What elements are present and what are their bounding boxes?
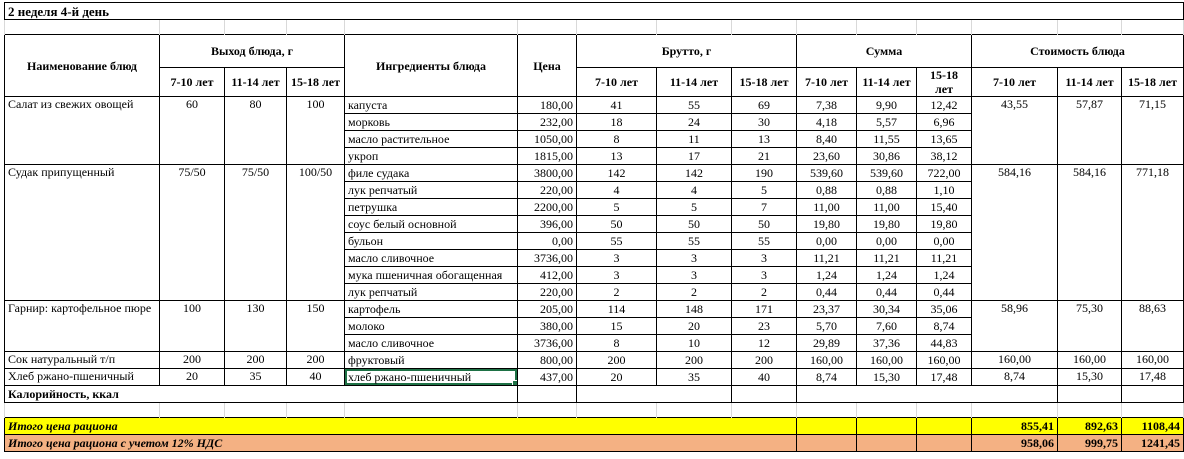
- price-cell[interactable]: 205,00: [518, 301, 577, 318]
- sum-cell[interactable]: 15,40: [917, 199, 972, 216]
- total-price-value-cell[interactable]: 855,41: [972, 418, 1058, 435]
- total-price-vat-value-cell[interactable]: 958,06: [972, 435, 1058, 452]
- dish-cost-cell[interactable]: 8,74: [972, 369, 1058, 386]
- header-sum[interactable]: Сумма: [797, 35, 972, 68]
- sum-cell[interactable]: 0,00: [797, 233, 857, 250]
- gross-cell[interactable]: 20: [657, 318, 732, 335]
- gross-cell[interactable]: 50: [732, 216, 797, 233]
- empty-cell[interactable]: [577, 20, 657, 35]
- sum-cell[interactable]: 11,21: [917, 250, 972, 267]
- header-age-group[interactable]: 15-18 лет: [732, 68, 797, 97]
- total-price-row: [5, 418, 1184, 435]
- sum-cell[interactable]: 12,42: [917, 97, 972, 114]
- dish-cost-cell[interactable]: 160,00: [1122, 352, 1184, 369]
- price-cell[interactable]: 220,00: [518, 284, 577, 301]
- price-cell[interactable]: 0,00: [518, 233, 577, 250]
- sum-cell[interactable]: 37,36: [857, 335, 917, 352]
- dish-cost-cell[interactable]: 771,18: [1122, 165, 1184, 301]
- dish-name-cell[interactable]: Судак припущенный: [5, 165, 160, 301]
- menu-cost-table: [4, 2, 1184, 452]
- empty-cell[interactable]: [857, 435, 917, 452]
- gross-cell[interactable]: 114: [577, 301, 657, 318]
- sum-cell[interactable]: 23,60: [797, 148, 857, 165]
- output-cell[interactable]: 100: [287, 97, 345, 165]
- empty-cell[interactable]: [1122, 403, 1184, 418]
- empty-cell[interactable]: [1058, 386, 1122, 403]
- output-cell[interactable]: 80: [225, 97, 287, 165]
- gross-cell[interactable]: 40: [732, 369, 797, 386]
- gross-cell[interactable]: 17: [657, 148, 732, 165]
- output-cell[interactable]: 75/50: [160, 165, 225, 301]
- dish-cost-cell[interactable]: 17,48: [1122, 369, 1184, 386]
- sum-cell[interactable]: 23,37: [797, 301, 857, 318]
- sum-cell[interactable]: 0,44: [917, 284, 972, 301]
- header-age-group[interactable]: 11-14 лет: [857, 68, 917, 97]
- sum-cell[interactable]: 0,00: [917, 233, 972, 250]
- sum-cell[interactable]: 9,90: [857, 97, 917, 114]
- ingredient-name-cell[interactable]: филе судака: [345, 165, 518, 182]
- sum-cell[interactable]: 160,00: [857, 352, 917, 369]
- gross-cell[interactable]: 5: [657, 199, 732, 216]
- sum-cell[interactable]: 722,00: [917, 165, 972, 182]
- ingredient-name-cell[interactable]: мука пшеничная обогащенная: [345, 267, 518, 284]
- selected-cell[interactable]: [345, 369, 518, 386]
- total-price-vat-value-cell[interactable]: 1241,45: [1122, 435, 1184, 452]
- gross-cell[interactable]: 15: [577, 318, 657, 335]
- empty-cell[interactable]: [797, 403, 857, 418]
- total-price-value-cell[interactable]: 1108,44: [1122, 418, 1184, 435]
- sum-cell[interactable]: 6,96: [917, 114, 972, 131]
- gross-cell[interactable]: 13: [577, 148, 657, 165]
- sum-cell[interactable]: 35,06: [917, 301, 972, 318]
- empty-cell[interactable]: [160, 20, 225, 35]
- header-dish-cost[interactable]: Стоимость блюда: [972, 35, 1184, 68]
- sum-cell[interactable]: 4,18: [797, 114, 857, 131]
- price-cell[interactable]: 180,00: [518, 97, 577, 114]
- output-cell[interactable]: 130: [225, 301, 287, 352]
- price-cell[interactable]: 3736,00: [518, 250, 577, 267]
- header-price[interactable]: Цена: [518, 35, 577, 97]
- sum-cell[interactable]: 30,34: [857, 301, 917, 318]
- ingredient-name-cell[interactable]: морковь: [345, 114, 518, 131]
- empty-cell[interactable]: [797, 435, 857, 452]
- sum-cell[interactable]: 30,86: [857, 148, 917, 165]
- ingredient-name-cell[interactable]: масло растительное: [345, 131, 518, 148]
- header-age-group[interactable]: 11-14 лет: [657, 68, 732, 97]
- ingredient-name-cell[interactable]: картофель: [345, 301, 518, 318]
- price-cell[interactable]: 3800,00: [518, 165, 577, 182]
- dish-cost-cell[interactable]: 15,30: [1058, 369, 1122, 386]
- empty-cell[interactable]: [732, 403, 797, 418]
- sum-cell[interactable]: 539,60: [857, 165, 917, 182]
- output-cell[interactable]: 20: [160, 369, 225, 386]
- empty-cell[interactable]: [518, 20, 577, 35]
- gross-cell[interactable]: 3: [657, 250, 732, 267]
- output-cell[interactable]: 150: [287, 301, 345, 352]
- sum-cell[interactable]: 11,00: [857, 199, 917, 216]
- dish-cost-cell[interactable]: 160,00: [972, 352, 1058, 369]
- dish-cost-cell[interactable]: 71,15: [1122, 97, 1184, 165]
- ingredient-name-cell[interactable]: лук репчатый: [345, 284, 518, 301]
- dish-cost-cell[interactable]: 43,55: [972, 97, 1058, 165]
- sum-cell[interactable]: 5,57: [857, 114, 917, 131]
- dish-cost-cell[interactable]: 75,30: [1058, 301, 1122, 352]
- price-cell[interactable]: 1050,00: [518, 131, 577, 148]
- gross-cell[interactable]: 55: [732, 233, 797, 250]
- sum-cell[interactable]: 539,60: [797, 165, 857, 182]
- ingredient-name-cell[interactable]: лук репчатый: [345, 182, 518, 199]
- calories-label-cell[interactable]: Калорийность, ккал: [5, 386, 518, 403]
- sum-cell[interactable]: 8,40: [797, 131, 857, 148]
- gross-cell[interactable]: 13: [732, 131, 797, 148]
- ingredient-name-cell[interactable]: бульон: [345, 233, 518, 250]
- fill-handle[interactable]: [512, 380, 518, 386]
- sum-cell[interactable]: 160,00: [917, 352, 972, 369]
- gross-cell[interactable]: 200: [657, 352, 732, 369]
- sum-cell[interactable]: 11,21: [857, 250, 917, 267]
- price-cell[interactable]: 396,00: [518, 216, 577, 233]
- empty-cell[interactable]: [518, 386, 577, 403]
- gross-cell[interactable]: 171: [732, 301, 797, 318]
- gross-cell[interactable]: 4: [577, 182, 657, 199]
- total-price-vat-label-cell[interactable]: Итого цена рациона с учетом 12% НДС: [5, 435, 797, 452]
- sum-cell[interactable]: 0,44: [797, 284, 857, 301]
- ingredient-name-cell[interactable]: масло сливочное: [345, 250, 518, 267]
- header-dish-name[interactable]: Наименование блюд: [5, 35, 160, 97]
- sum-cell[interactable]: 7,60: [857, 318, 917, 335]
- sum-cell[interactable]: 19,80: [917, 216, 972, 233]
- table-row: [5, 165, 1184, 182]
- gross-cell[interactable]: 18: [577, 114, 657, 131]
- dish-cost-cell[interactable]: 584,16: [1058, 165, 1122, 301]
- output-cell[interactable]: 40: [287, 369, 345, 386]
- empty-cell[interactable]: [345, 403, 518, 418]
- header-row-1: [5, 35, 1184, 68]
- sum-cell[interactable]: 1,10: [917, 182, 972, 199]
- title-row: [5, 3, 1184, 20]
- total-price-value-cell[interactable]: 892,63: [1058, 418, 1122, 435]
- empty-cell[interactable]: [732, 20, 797, 35]
- gross-cell[interactable]: 55: [657, 233, 732, 250]
- header-age-group[interactable]: 7-10 лет: [577, 68, 657, 97]
- gross-cell[interactable]: 5: [577, 199, 657, 216]
- header-output[interactable]: Выход блюда, г: [160, 35, 345, 68]
- output-cell[interactable]: 200: [160, 352, 225, 369]
- table-row: [5, 97, 1184, 114]
- ingredient-name-label: хлеб ржано-пшеничный: [348, 369, 472, 384]
- sum-cell[interactable]: 17,48: [917, 369, 972, 386]
- ingredient-name-cell[interactable]: капуста: [345, 97, 518, 114]
- empty-cell[interactable]: [160, 403, 225, 418]
- sum-cell[interactable]: 19,80: [797, 216, 857, 233]
- output-cell[interactable]: 75/50: [225, 165, 287, 301]
- ingredient-name-cell[interactable]: молоко: [345, 318, 518, 335]
- price-cell[interactable]: 412,00: [518, 267, 577, 284]
- gross-cell[interactable]: 142: [577, 165, 657, 182]
- sum-cell[interactable]: 7,38: [797, 97, 857, 114]
- sum-cell[interactable]: 5,70: [797, 318, 857, 335]
- output-cell[interactable]: 200: [287, 352, 345, 369]
- empty-cell[interactable]: [1058, 20, 1122, 35]
- gross-cell[interactable]: 2: [732, 284, 797, 301]
- output-cell[interactable]: 60: [160, 97, 225, 165]
- sum-cell[interactable]: 11,55: [857, 131, 917, 148]
- empty-cell[interactable]: [732, 386, 797, 403]
- gross-cell[interactable]: 7: [732, 199, 797, 216]
- ingredient-name-cell[interactable]: масло сливочное: [345, 335, 518, 352]
- gross-cell[interactable]: 148: [657, 301, 732, 318]
- empty-cell[interactable]: [917, 20, 972, 35]
- sum-cell[interactable]: 11,21: [797, 250, 857, 267]
- gross-cell[interactable]: 2: [657, 284, 732, 301]
- empty-cell[interactable]: [345, 20, 518, 35]
- header-age-group[interactable]: 7-10 лет: [160, 68, 225, 97]
- sum-cell[interactable]: 1,24: [917, 267, 972, 284]
- gross-cell[interactable]: 12: [732, 335, 797, 352]
- empty-cell[interactable]: [1122, 386, 1184, 403]
- dish-name-cell[interactable]: Сок натуральный т/п: [5, 352, 160, 369]
- price-cell[interactable]: 380,00: [518, 318, 577, 335]
- sum-cell[interactable]: 1,24: [797, 267, 857, 284]
- ingredient-name-cell[interactable]: соус белый основной: [345, 216, 518, 233]
- gross-cell[interactable]: 3: [577, 267, 657, 284]
- gross-cell[interactable]: 50: [577, 216, 657, 233]
- gross-cell[interactable]: 21: [732, 148, 797, 165]
- gross-cell[interactable]: 50: [657, 216, 732, 233]
- ingredient-name-cell[interactable]: укроп: [345, 148, 518, 165]
- empty-cell[interactable]: [577, 386, 732, 403]
- sum-cell[interactable]: 0,88: [857, 182, 917, 199]
- empty-cell[interactable]: [577, 403, 657, 418]
- total-price-label-cell[interactable]: Итого цена рациона: [5, 418, 797, 435]
- empty-cell[interactable]: [1058, 403, 1122, 418]
- dish-cost-cell[interactable]: 58,96: [972, 301, 1058, 352]
- empty-cell[interactable]: [287, 403, 345, 418]
- sum-cell[interactable]: 0,00: [857, 233, 917, 250]
- gross-cell[interactable]: 55: [577, 233, 657, 250]
- dish-cost-cell[interactable]: 88,63: [1122, 301, 1184, 352]
- gross-cell[interactable]: 8: [577, 131, 657, 148]
- gross-cell[interactable]: 10: [657, 335, 732, 352]
- sum-cell[interactable]: 0,44: [857, 284, 917, 301]
- empty-cell[interactable]: [857, 418, 917, 435]
- table-row: [5, 369, 1184, 386]
- gross-cell[interactable]: 200: [732, 352, 797, 369]
- dish-cost-cell[interactable]: 57,87: [1058, 97, 1122, 165]
- gross-cell[interactable]: 23: [732, 318, 797, 335]
- gross-cell[interactable]: 142: [657, 165, 732, 182]
- gross-cell[interactable]: 8: [577, 335, 657, 352]
- sum-cell[interactable]: 38,12: [917, 148, 972, 165]
- header-age-group[interactable]: 11-14 лет: [1058, 68, 1122, 97]
- sum-cell[interactable]: 13,65: [917, 131, 972, 148]
- gross-cell[interactable]: 35: [657, 369, 732, 386]
- empty-cell[interactable]: [972, 403, 1058, 418]
- header-age-group[interactable]: 15-18 лет: [1122, 68, 1184, 97]
- empty-cell[interactable]: [917, 435, 972, 452]
- table-row: [5, 352, 1184, 369]
- sum-cell[interactable]: 15,30: [857, 369, 917, 386]
- header-ingredients[interactable]: Ингредиенты блюда: [345, 35, 518, 97]
- gross-cell[interactable]: 3: [732, 267, 797, 284]
- ingredient-name-cell[interactable]: фруктовый: [345, 352, 518, 369]
- price-cell[interactable]: 2200,00: [518, 199, 577, 216]
- dish-cost-cell[interactable]: 160,00: [1058, 352, 1122, 369]
- price-cell[interactable]: 3736,00: [518, 335, 577, 352]
- price-cell[interactable]: 800,00: [518, 352, 577, 369]
- empty-cell[interactable]: [917, 418, 972, 435]
- sum-cell[interactable]: 29,89: [797, 335, 857, 352]
- empty-cell[interactable]: [657, 20, 732, 35]
- gross-cell[interactable]: 4: [657, 182, 732, 199]
- ingredient-name-cell[interactable]: петрушка: [345, 199, 518, 216]
- header-gross[interactable]: Брутто, г: [577, 35, 797, 68]
- dish-name-cell[interactable]: Хлеб ржано-пшеничный: [5, 369, 160, 386]
- empty-cell[interactable]: [797, 386, 1058, 403]
- empty-cell[interactable]: [797, 20, 857, 35]
- empty-cell[interactable]: [5, 20, 160, 35]
- gross-cell[interactable]: 3: [577, 250, 657, 267]
- empty-cell[interactable]: [857, 20, 917, 35]
- gross-cell[interactable]: 2: [577, 284, 657, 301]
- gross-cell[interactable]: 3: [657, 267, 732, 284]
- total-price-vat-row: [5, 435, 1184, 452]
- sum-cell[interactable]: 8,74: [917, 318, 972, 335]
- total-price-vat-value-cell[interactable]: 999,75: [1058, 435, 1122, 452]
- empty-cell[interactable]: [857, 403, 917, 418]
- empty-cell[interactable]: [287, 20, 345, 35]
- sum-cell[interactable]: 44,83: [917, 335, 972, 352]
- header-age-group[interactable]: 7-10 лет: [797, 68, 857, 97]
- empty-cell[interactable]: [5, 403, 160, 418]
- price-cell[interactable]: 232,00: [518, 114, 577, 131]
- gross-cell[interactable]: 30: [732, 114, 797, 131]
- sheet-title-cell[interactable]: 2 неделя 4-й день: [5, 3, 1184, 20]
- empty-cell[interactable]: [917, 403, 972, 418]
- gross-cell[interactable]: 190: [732, 165, 797, 182]
- empty-cell[interactable]: [225, 403, 287, 418]
- empty-cell[interactable]: [225, 20, 287, 35]
- output-cell[interactable]: 35: [225, 369, 287, 386]
- price-cell[interactable]: 220,00: [518, 182, 577, 199]
- gross-cell[interactable]: 20: [577, 369, 657, 386]
- sum-cell[interactable]: 0,88: [797, 182, 857, 199]
- gross-cell[interactable]: 200: [577, 352, 657, 369]
- header-age-group[interactable]: 15-18 лет: [917, 68, 972, 97]
- gross-cell[interactable]: 3: [732, 250, 797, 267]
- output-cell[interactable]: 100: [160, 301, 225, 352]
- sum-cell[interactable]: 160,00: [797, 352, 857, 369]
- empty-cell[interactable]: [518, 403, 577, 418]
- calories-row: [5, 386, 1184, 403]
- header-age-group[interactable]: 11-14 лет: [225, 68, 287, 97]
- gross-cell[interactable]: 11: [657, 131, 732, 148]
- gross-cell[interactable]: 69: [732, 97, 797, 114]
- empty-cell[interactable]: [1122, 20, 1184, 35]
- gross-cell[interactable]: 24: [657, 114, 732, 131]
- dish-cost-cell[interactable]: 584,16: [972, 165, 1058, 301]
- empty-cell[interactable]: [972, 20, 1058, 35]
- output-cell[interactable]: 100/50: [287, 165, 345, 301]
- output-cell[interactable]: 200: [225, 352, 287, 369]
- spacer-row: [5, 20, 1184, 35]
- empty-cell[interactable]: [657, 403, 732, 418]
- table-row: [5, 301, 1184, 318]
- sum-cell[interactable]: 1,24: [857, 267, 917, 284]
- dish-name-cell[interactable]: Гарнир: картофельное пюре: [5, 301, 160, 352]
- empty-cell[interactable]: [797, 418, 857, 435]
- sum-cell[interactable]: 11,00: [797, 199, 857, 216]
- header-row-2: [5, 68, 1184, 97]
- price-cell[interactable]: 1815,00: [518, 148, 577, 165]
- gross-cell[interactable]: 41: [577, 97, 657, 114]
- dish-name-cell[interactable]: Салат из свежих овощей: [5, 97, 160, 165]
- sum-cell[interactable]: 8,74: [797, 369, 857, 386]
- spacer-row: [5, 403, 1184, 418]
- sum-cell[interactable]: 19,80: [857, 216, 917, 233]
- header-age-group[interactable]: 15-18 лет: [287, 68, 345, 97]
- gross-cell[interactable]: 55: [657, 97, 732, 114]
- gross-cell[interactable]: 5: [732, 182, 797, 199]
- price-cell[interactable]: 437,00: [518, 369, 577, 386]
- header-age-group[interactable]: 7-10 лет: [972, 68, 1058, 97]
